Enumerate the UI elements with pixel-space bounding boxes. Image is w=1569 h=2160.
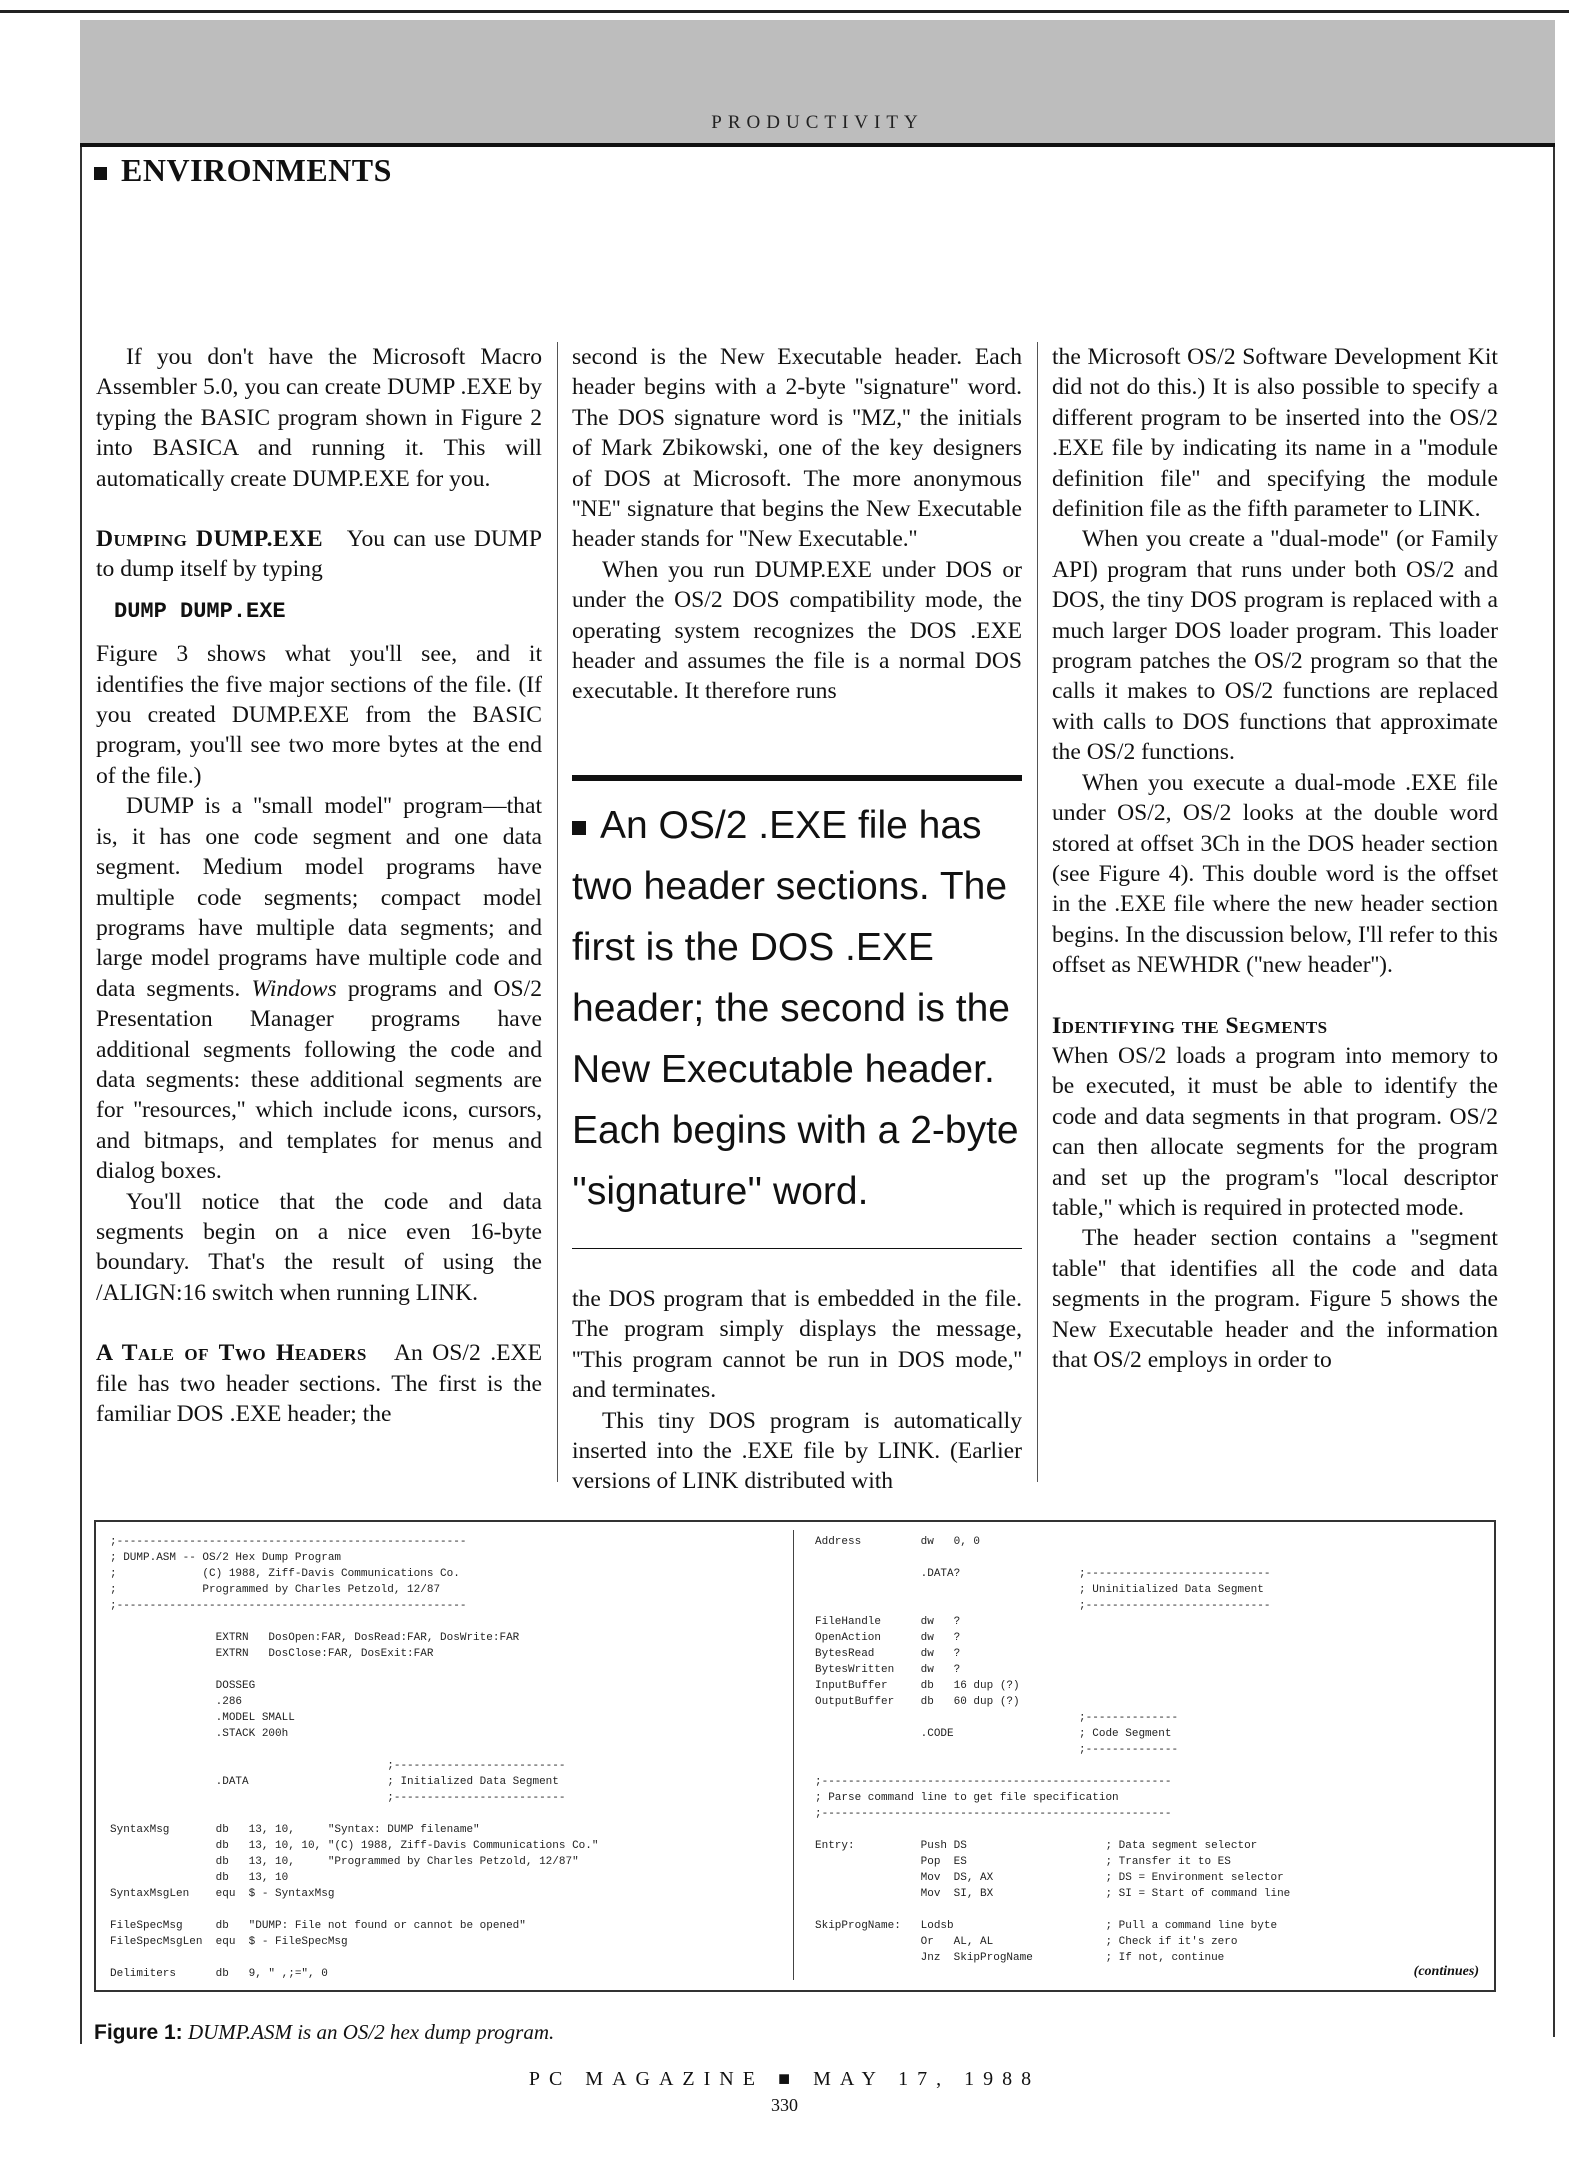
paragraph-text: An OS/2 .EXE file has two header sections. The first is the familiar DOS .EXE header; the: [96, 1340, 542, 1427]
heading-text: Identifying the Segments: [1052, 1012, 1328, 1039]
column-2-continued: [572, 1284, 1022, 1497]
paragraph: [96, 1338, 542, 1429]
italic-term: Windows: [251, 975, 337, 1002]
run-in-heading: A Tale of Two Headers: [96, 1340, 367, 1367]
paragraph: second is the New Executable header. Each header begins with a 2-byte ''signature'' word. The DOS signature word is ''MZ,'' the initials of Mark Zbikowski, one of the key designers of DOS at Microsoft. The more anonymous ''NE'' signature that begins the New Executable header stands for ''New Executable.'': [572, 344, 1022, 553]
paragraph: When you run DUMP.EXE under DOS or under the OS/2 DOS compatibility mode, the operating system recognizes the DOS .EXE header and assumes the file is a normal DOS executable. It therefore runs: [572, 556, 1022, 705]
column-1: [96, 342, 542, 1429]
column-divider: [1037, 342, 1038, 1482]
pull-quote-bottom-rule: [572, 1248, 1022, 1249]
column-2: [572, 342, 1022, 707]
footer-separator: ■: [777, 2068, 800, 2090]
code-listing-left: ;----------------------------------------------------- ; DUMP.ASM -- OS/2 Hex Dump Program ; (C) 1988, Ziff-Davis Communications Co. ; Programmed by Charles Petzold, 12/87 ;----------------------------------------------------- EXTRN DosOpen:FAR, DosRead:FAR, DosWrite:FAR EXTRN DosClose:FAR, DosExit:FAR DOSSEG .286 .MODEL SMALL .STACK 200h ;-------------------------- .DATA ; Initialized Data Segment ;-------------------------- SyntaxMsg db 13, 10, "Syntax: DUMP filename" db 13, 10, 10, "(C) 1988, Ziff-Davis Communications Co." db 13, 10, "Programmed by Charles Petzold, 12/87" db 13, 10 SyntaxMsgLen equ $ - SyntaxMsg FileSpecMsg db "DUMP: File not found or cannot be opened" FileSpecMsgLen equ $ - FileSpecMsg Delimiters db 9, " ,;=", 0: [110, 1536, 599, 1980]
paragraph: This tiny DOS program is automatically inserted into the .EXE file by LINK. (Earlier versions of LINK distributed with: [572, 1407, 1022, 1495]
paragraph: the Microsoft OS/2 Software Development Kit did not do this.) It is also possible to specify a different program to be inserted into the OS/2 .EXE file by indicating its name in a ''module definition file'' and specifying the module definition file as the fifth parameter to LINK.: [1052, 344, 1498, 523]
magazine-name: PC MAGAZINE: [528, 2068, 764, 2090]
paragraph-text: You can use DUMP to dump itself by typing: [96, 526, 542, 583]
right-border: [1553, 147, 1555, 2037]
pull-quote-text: An OS/2 .EXE file has two header sections. The first is the DOS .EXE header; the second is the New Executable header. Each begins with a 2-byte ''signature'' word.: [572, 804, 1019, 1213]
paragraph: the DOS program that is embedded in the file. The program simply displays the message, ''This program cannot be run in DOS mode,'' and terminates.: [572, 1286, 1022, 1404]
column-3: [1052, 342, 1498, 1375]
paragraph: When OS/2 loads a program into memory to be executed, it must be able to identify the code and data segments in that program. OS/2 can then allocate segments for the program and set up the program's ''local descriptor table,'' which is required in protected mode.: [1052, 1042, 1498, 1221]
paragraph: You'll notice that the code and data segments begin on a nice even 16-byte boundary. That's the result of using the /ALIGN:16 switch when running LINK.: [96, 1188, 542, 1306]
paragraph: Figure 3 shows what you'll see, and it identifies the five major sections of the file. (If you created DUMP.EXE from the BASIC program, you'll see two more bytes at the end of the file.): [96, 641, 542, 789]
run-in-heading: Dumping DUMP.EXE: [96, 526, 324, 553]
issue-date: MAY 17, 1988: [813, 2068, 1041, 2090]
bullet-square-icon: [572, 821, 586, 835]
top-rule: [0, 10, 1569, 13]
paragraph: If you don't have the Microsoft Macro Assembler 5.0, you can create DUMP .EXE by typing the BASIC program shown in Figure 2 into BASICA and running it. This will automatically create DUMP.EXE for you.: [96, 344, 542, 492]
caption-text: DUMP.ASM is an OS/2 hex dump program.: [187, 2020, 555, 2044]
paragraph: [96, 791, 542, 1186]
bullet-square-icon: [94, 167, 107, 180]
department-label: [94, 152, 392, 189]
code-line: DUMP DUMP.EXE: [114, 598, 286, 624]
caption-label: Figure 1:: [94, 2021, 183, 2044]
header-rule: [80, 143, 1555, 147]
left-border: [80, 147, 82, 2037]
paragraph-text: programs and OS/2 Presentation Manager programs have additional segments following the code and data segments: these additional segments are for ''resources,'' which include icons, cursors, and bitmaps, and templates for menus and dialog boxes.: [96, 975, 542, 1185]
department-text: ENVIRONMENTS: [121, 152, 392, 188]
section-heading: [1052, 1011, 1498, 1041]
paragraph-text: DUMP is a ''small model'' program—that is, it has one code segment and one data segment. Medium model programs have multiple code segments; compact model programs have multiple data segments; and large model programs have multiple code and data segments.: [96, 793, 542, 1002]
paragraph: [96, 524, 542, 585]
pull-quote: [572, 775, 1022, 1249]
paragraph: The header section contains a ''segment table'' that identifies all the code and data segments in the program. Figure 5 shows the New Executable header and the information that OS/2 employs in order to: [1052, 1225, 1498, 1373]
code-listing-right: Address dw 0, 0 .DATA? ;---------------------------- ; Uninitialized Data Segment ;---------------------------- FileHandle dw ? OpenAction dw ? BytesRead dw ? BytesWritten dw ? InputBuffer db 16 dup (?) OutputBuffer db 60 dup (?) ;-------------- .CODE ; Code Segment ;-------------- ;----------------------------------------------------- ; Parse command line to get file specification ;----------------------------------------------------- Entry: Push DS ; Data segment selector Pop ES ; Transfer it to ES Mov DS, AX ; DS = Environment selector Mov SI, BX ; SI = Start of command line SkipProgName: Lodsb ; Pull a command line byte Or AL, AL ; Check if it's zero Jnz SkipProgName ; If not, continue: [815, 1536, 1291, 1964]
paragraph: When you execute a dual-mode .EXE file under OS/2, OS/2 looks at the double word stored at offset 3Ch in the DOS header section (see Figure 4). This double word is the offset in the .EXE file where the new header section begins. In the discussion below, I'll refer to this offset as NEWHDR (''new header'').: [1052, 769, 1498, 979]
figure-caption: [94, 2020, 554, 2045]
footer: [0, 2068, 1569, 2091]
column-divider: [557, 342, 558, 1482]
paragraph: When you create a ''dual-mode'' (or Family API) program that runs under both OS/2 and DOS, the tiny DOS program is replaced with a much larger DOS loader program. This loader program patches the OS/2 program so that the calls it makes to OS/2 functions are replaced with calls to DOS functions that approximate the OS/2 functions.: [1052, 526, 1498, 766]
caption-rule: [80, 2010, 82, 2044]
section-title: PRODUCTIVITY: [711, 112, 924, 133]
pull-quote-top-rule: [572, 775, 1022, 781]
figure-divider: [793, 1530, 794, 1980]
page-number: 330: [771, 2095, 798, 2115]
continued-note: (continues): [1413, 1964, 1479, 1979]
